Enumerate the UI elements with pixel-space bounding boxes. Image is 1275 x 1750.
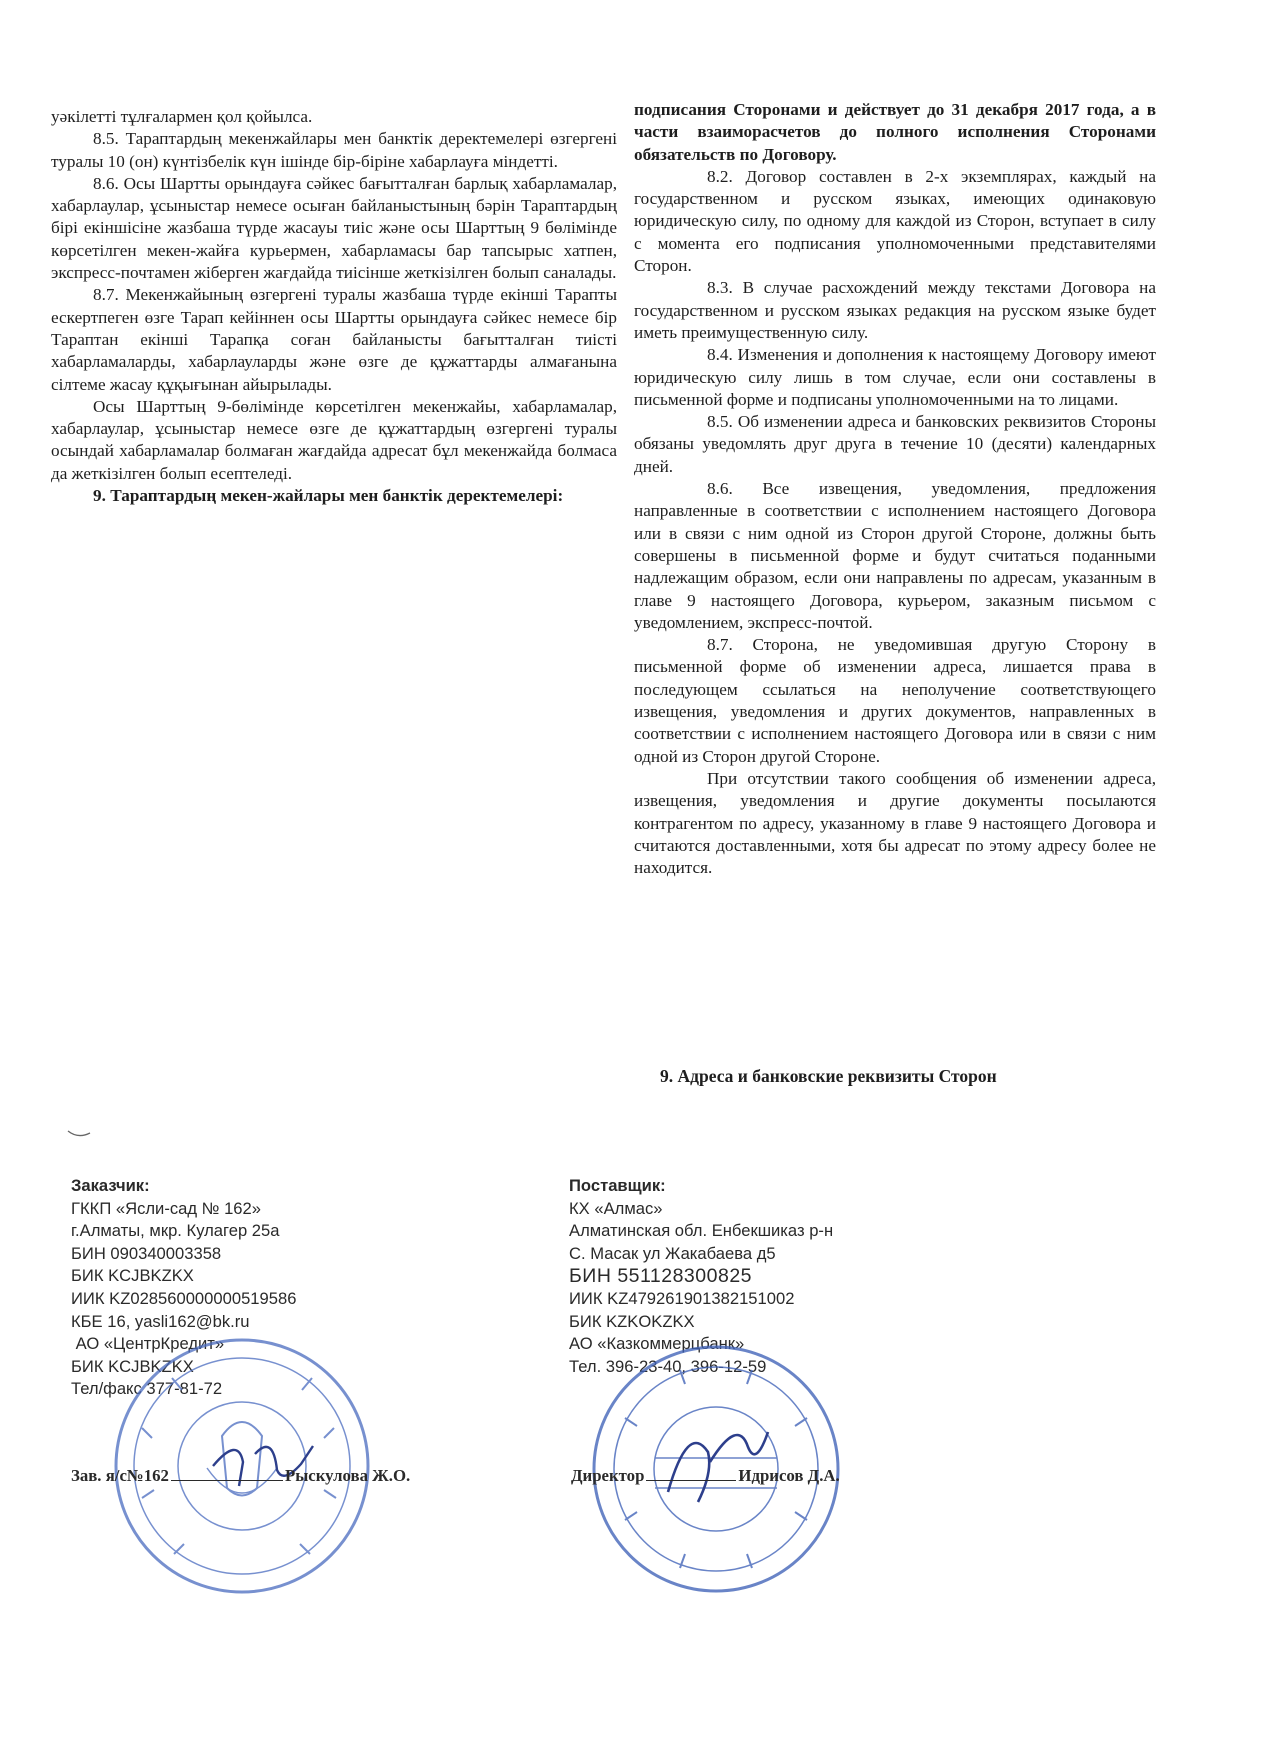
ru-paragraph-8-5: 8.5. Об изменении адреса и банковских реквизитов Стороны обязаны уведомлять друг друга в течение 10 (десяти) календарных дней. bbox=[634, 412, 1156, 476]
ru-paragraph-1: подписания Сторонами и действует до 31 декабря 2017 года, а в части взаиморасчетов до полного исполнения Сторонами обязательств по Договору. bbox=[634, 100, 1156, 164]
kk-paragraph-addresses: Осы Шарттың 9-бөлімінде көрсетілген мекенжайы, хабарламалар, хабарлаулар, ұсыныстар немесе өзге де құжаттардың өзгергені туралы осындай хабарламалар болмаған жағдайда адресат бұл мекенжайда болмаса да жеткізілген болып есептеледі. bbox=[51, 396, 617, 483]
customer-line: Тел/факс 377-81-72 bbox=[71, 1379, 223, 1399]
supplier-region: Алматинская обл. Енбекшиказ р-н bbox=[569, 1221, 834, 1241]
ru-section-9-heading: 9. Адреса и банковские реквизиты Сторон bbox=[660, 1066, 997, 1086]
supplier-sign-name: Идрисов Д.А. bbox=[738, 1466, 840, 1485]
ru-paragraph-no-notice: При отсутствии такого сообщения об изменении адреса, извещения, уведомления и другие документы посылаются контрагентом по адресу, указанному в главе 9 настоящего Договора и считаются доставленными, хотя бы адресат по этому адресу более не находится. bbox=[634, 768, 1156, 878]
ru-paragraph-8-6: 8.6. Все извещения, уведомления, предложения направленные в соответствии с исполнением настоящего Договора или в связи с ним одной из Сторон другой Стороне, должны быть совершены в письменной форме и будут считаться поданными надлежащим образом, если они направлены по адресам, указанным в главе 9 настоящего Договора, курьером, заказным письмом с уведомлением, экспресс-почтой. bbox=[634, 479, 1156, 632]
supplier-street: С. Масак ул Жакабаева д5 bbox=[569, 1243, 776, 1263]
supplier-phone: Тел. 396-23-40, 396-12-59 bbox=[569, 1356, 767, 1376]
customer-line: БИН 090340003358 bbox=[71, 1243, 222, 1263]
supplier-bank: АО «Казкоммерцбанк» bbox=[569, 1334, 745, 1354]
kk-paragraph-1: уәкілетті тұлғалармен қол қойылса. bbox=[51, 107, 313, 126]
supplier-sign-role: Директор bbox=[571, 1466, 645, 1485]
supplier-signature-icon bbox=[648, 1412, 778, 1512]
supplier-iik: ИИК KZ479261901382151002 bbox=[569, 1288, 795, 1308]
signature-underline bbox=[171, 1466, 283, 1481]
ru-paragraph-8-3: 8.3. В случае расхождений между текстами Договора на государственном и русском языках редакция на русском языке будет иметь преимущественную силу. bbox=[634, 278, 1156, 342]
customer-line: ИИК KZ028560000000519586 bbox=[71, 1288, 297, 1308]
ru-paragraph-8-7: 8.7. Сторона, не уведомившая другую Сторону в письменной форме об изменении адреса, лишается права в последующем ссылаться на неполучение соответствующего извещения, уведомления и других документов, направленных в соответствии с исполнением настоящего Договора или в связи с ним одной из Сторон другой Стороне. bbox=[634, 635, 1156, 766]
customer-sign-name: Рыскулова Ж.О. bbox=[284, 1466, 411, 1485]
customer-sign-role: Зав. я/с№162 bbox=[71, 1466, 169, 1485]
supplier-signature-line bbox=[571, 1466, 840, 1486]
kk-paragraph-8-7: 8.7. Мекенжайының өзгергені туралы жазбаша түрде екінші Тарапты ескертпеген өзге Тарап кейіннен осы Шартты орындауға сәйкес немесе бір Тараптан екінші Тарапқа соған байланысты бағытталған тиісті хабарламаларды, хабарлауларды және өзге де құжаттарды алмағанына сілтеме жасау құқығынан айырылады. bbox=[51, 285, 617, 394]
signature-underline bbox=[646, 1466, 736, 1481]
kk-paragraph-8-6: 8.6. Осы Шартты орындауға сәйкес бағытталған барлық хабарламалар, хабарлаулар, ұсыныстар немесе осыған байланыстының бәрін Тараптардың бірі екіншісіне жазбаша түрде жасауы тиіс және осы Шарттың 9 бөлімінде көрсетілген мекен-жайға курьермен, хабарламасы бар тапсырыс хатпен, экспресс-почтамен жіберген жағдайда тиісінше жеткізілген болып саналады. bbox=[51, 173, 617, 283]
russian-column bbox=[634, 99, 1156, 879]
scan-mark-icon bbox=[66, 1128, 92, 1140]
customer-title: Заказчик: bbox=[71, 1176, 150, 1195]
ru-paragraph-8-2: 8.2. Договор составлен в 2-х экземплярах, каждый на государственном и русском языках, имеющих одинаковую юридическую силу, по одному для каждой из Сторон, вступает в силу с момента его подписания уполномоченными представителями Сторон. bbox=[634, 166, 1156, 276]
customer-line: г.Алматы, мкр. Кулагер 25а bbox=[71, 1221, 280, 1241]
customer-signature-line bbox=[71, 1466, 410, 1486]
customer-line: БИК KCJBKZKX bbox=[71, 1266, 194, 1286]
kazakh-column bbox=[51, 106, 617, 507]
supplier-name: КХ «Алмас» bbox=[569, 1198, 663, 1218]
customer-line: АО «ЦентрКредит» bbox=[71, 1334, 225, 1354]
supplier-bik: БИК KZKOKZKX bbox=[569, 1311, 695, 1331]
kk-paragraph-8-5: 8.5. Тараптардың мекенжайлары мен банктік деректемелері өзгергені туралы 10 (он) күнтізбелік күн ішінде бір-біріне хабарлауға міндетті. bbox=[51, 129, 617, 171]
supplier-bin: БИН 551128300825 bbox=[569, 1265, 753, 1288]
supplier-title: Поставщик: bbox=[569, 1176, 666, 1195]
customer-line: БИК KCJBKZKX bbox=[71, 1356, 194, 1376]
customer-line: ГККП «Ясли-сад № 162» bbox=[71, 1198, 261, 1218]
kk-section-9-heading: 9. Тараптардың мекен-жайлары мен банктік деректемелері: bbox=[93, 486, 564, 506]
ru-paragraph-8-4: 8.4. Изменения и дополнения к настоящему Договору имеют юридическую силу лишь в том случае, если они составлены в письменной форме и подписаны уполномоченными на то лицами. bbox=[634, 345, 1156, 409]
customer-line: КБЕ 16, yasli162@bk.ru bbox=[71, 1311, 250, 1331]
